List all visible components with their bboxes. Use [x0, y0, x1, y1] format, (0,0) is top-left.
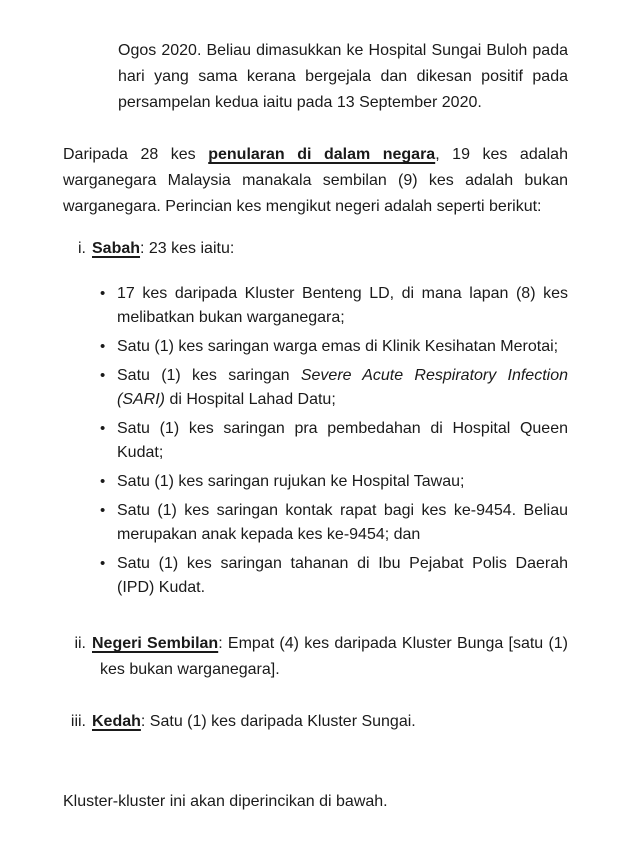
list-item	[100, 499, 568, 547]
intro-paragraph: Ogos 2020. Beliau dimasukkan ke Hospital Sungai Buloh pada hari yang sama kerana bergejala dan dikesan positif pada persampelan kedua iaitu pada 13 September 2020.	[118, 42, 568, 111]
state-item-negeri-sembilan	[63, 631, 568, 683]
list-item	[100, 364, 568, 412]
list-item	[100, 470, 568, 494]
bullet-icon: •	[100, 502, 106, 519]
bullet-icon: •	[100, 420, 106, 437]
bullet-icon: •	[100, 338, 106, 355]
case-text: Satu (1) kes saringan pra pembedahan di Hospital Queen Kudat;	[117, 420, 568, 461]
state-item-kedah	[63, 709, 568, 735]
case-text: Satu (1) kes saringan rujukan ke Hospital Tawau;	[117, 473, 465, 490]
summary-emphasized-term: penularan di dalam negara	[208, 146, 436, 163]
state-numeral-sabah: i.	[78, 240, 86, 257]
bullet-icon: •	[100, 285, 106, 302]
state-name-sabah: Sabah	[92, 240, 141, 257]
summary-rest-text: , 19 kes adalah warganegara Malaysia manakala sembilan (9) kes adalah bukan warganegara. Perincian kes mengikut negeri adalah seperti berikut:	[63, 146, 568, 215]
state-item-sabah	[63, 236, 568, 262]
state-numeral-kedah: iii.	[70, 713, 86, 730]
bullet-icon: •	[100, 367, 106, 384]
list-item	[100, 335, 568, 359]
case-text: Satu (1) kes saringan warga emas di Klinik Kesihatan Merotai;	[117, 338, 559, 355]
bullet-icon: •	[100, 473, 106, 490]
state-numeral-negeri-sembilan: ii.	[74, 635, 86, 652]
case-text: Satu (1) kes saringan	[117, 367, 301, 384]
state-text-negeri-sembilan: : Empat (4) kes daripada Kluster Bunga [satu (1) kes bukan warganegara].	[100, 635, 569, 678]
list-item	[100, 417, 568, 465]
case-text: di Hospital Lahad Datu;	[165, 391, 336, 408]
case-text: Satu (1) kes saringan kontak rapat bagi kes ke-9454. Beliau merupakan anak kepada kes ke-9454; dan	[117, 502, 568, 543]
state-name-kedah: Kedah	[92, 713, 141, 730]
case-text: Satu (1) kes saringan tahanan di Ibu Pejabat Polis Daerah (IPD) Kudat.	[117, 555, 568, 596]
bullet-icon: •	[100, 555, 106, 572]
state-text-kedah: : Satu (1) kes daripada Kluster Sungai.	[140, 713, 416, 730]
state-name-negeri-sembilan: Negeri Sembilan	[92, 635, 219, 652]
closing-paragraph: Kluster-kluster ini akan diperincikan di bawah.	[63, 793, 388, 810]
state-text-sabah: : 23 kes iaitu:	[140, 240, 235, 257]
summary-paragraph	[63, 142, 568, 220]
list-item	[100, 282, 568, 330]
case-text-italic: Severe Acute Respiratory Infection (SARI)	[117, 367, 568, 408]
list-item	[100, 552, 568, 600]
sabah-case-list	[63, 282, 568, 600]
summary-lead-text: Daripada 28 kes	[63, 146, 209, 163]
case-text: 17 kes daripada Kluster Benteng LD, di mana lapan (8) kes melibatkan bukan warganegara;	[117, 285, 568, 326]
